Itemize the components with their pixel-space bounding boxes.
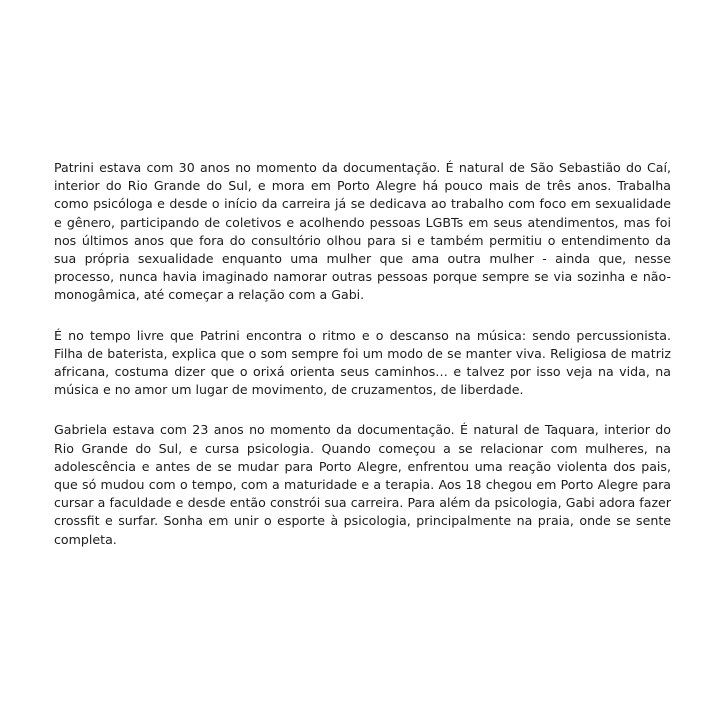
paragraph-patrini-bio: Patrini estava com 30 anos no momento da documentação. É natural de São Sebastião do Caí, interior do Rio Grande do Sul, e mora em Porto Alegre há pouco mais de três anos. Trabalha como psicóloga e desde o início da carreira já se dedicava ao trabalho com foco em sexualidade e gênero, participando de coletivos e acolhendo pessoas LGBTs em seus atendimentos, mas foi nos últimos anos que fora do consultório olhou para si e também permitiu o entendimento da sua própria sexualidade enquanto uma mulher que ama outra mulher - ainda que, nesse processo, nunca havia imaginado namorar outras pessoas porque sempre se via sozinha e não-monogâmica, até começar a relação com a Gabi. (54, 160, 671, 303)
text-body (54, 159, 671, 549)
paragraph-patrini-music: É no tempo livre que Patrini encontra o ritmo e o descanso na música: sendo percussionista. Filha de baterista, explica que o som sempre foi um modo de se manter viva. Religiosa de matriz africana, costuma dizer que o orixá orienta seus caminhos… e talvez por isso veja na vida, na música e no amor um lugar de movimento, de cruzamentos, de liberdade. (54, 327, 671, 398)
paragraph-gabriela-bio: Gabriela estava com 23 anos no momento da documentação. É natural de Taquara, interior do Rio Grande do Sul, e cursa psicologia. Quando começou a se relacionar com mulheres, na adolescência e antes de se mudar para Porto Alegre, enfrentou uma reação violenta dos pais, que só mudou com o tempo, com a maturidade e a terapia. Aos 18 chegou em Porto Alegre para cursar a faculdade e desde então constrói sua carreira. Para além da psicologia, Gabi adora fazer crossfit e surfar. Sonha em unir o esporte à psicologia, principalmente na praia, onde se sente completa. (54, 422, 671, 547)
